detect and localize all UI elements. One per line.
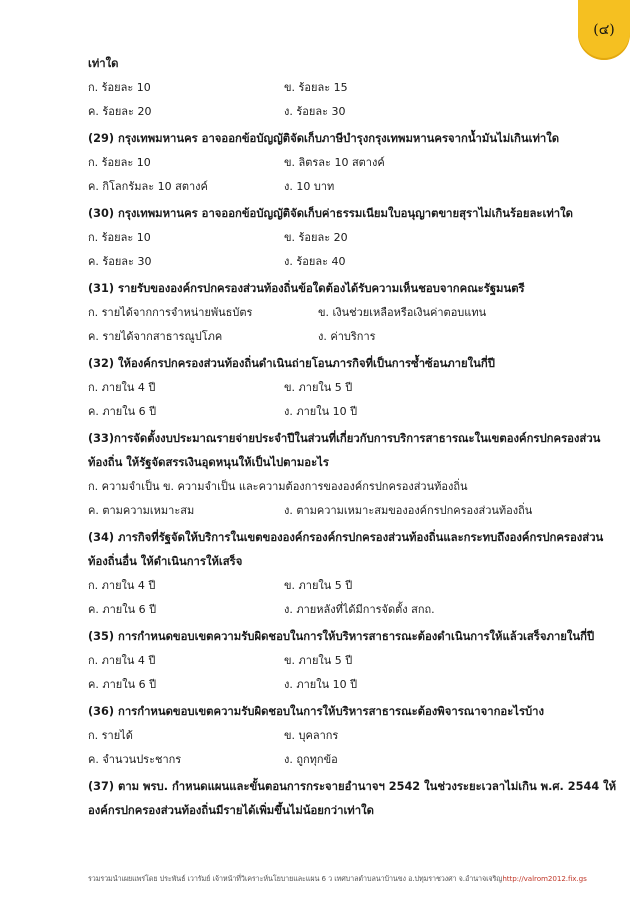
- page-number-badge: [578, 0, 630, 60]
- option-row: [88, 400, 608, 424]
- question-block: [88, 352, 608, 424]
- option-a: ค. ร้อยละ 20: [88, 105, 152, 118]
- option-b: ข. ร้อยละ 20: [284, 231, 348, 244]
- option-row: [88, 499, 608, 523]
- question-text: (32) ให้องค์กรปกครองส่วนท้องถิ่นดำเนินถ่ายโอนภารกิจที่เป็นการซ้ำซ้อนภายในกี่ปี: [88, 357, 495, 370]
- continuation-heading: เท่าใด: [88, 57, 119, 70]
- footer-link[interactable]: http://valrom2012.fix.gs: [502, 874, 587, 883]
- question-text: (37) ตาม พรบ. กำหนดแผนและขั้นตอนการกระจายอำนาจฯ 2542 ในช่วงระยะเวลาไม่เกิน พ.ศ. 2544 ให้: [88, 780, 617, 793]
- option-b: ข. ภายใน 5 ปี: [284, 579, 353, 592]
- option-a: ค. ภายใน 6 ปี: [88, 405, 157, 418]
- question-text: องค์กรปกครองส่วนท้องถิ่นมีรายได้เพิ่มขึ้นไม่น้อยกว่าเท่าใด: [88, 804, 374, 817]
- option-row: [88, 175, 608, 199]
- question-text: (31) รายรับขององค์กรปกครองส่วนท้องถิ่นข้อใดต้องได้รับความเห็นชอบจากคณะรัฐมนตรี: [88, 282, 525, 295]
- option-a: ค. ตามความเหมาะสม: [88, 504, 195, 517]
- option-row: [88, 151, 608, 175]
- option-b: ข. ลิตรละ 10 สตางค์: [284, 156, 385, 169]
- option-row: [88, 76, 608, 100]
- option-a: ก. ภายใน 4 ปี: [88, 654, 156, 667]
- question-list: [88, 127, 617, 823]
- option-row: [88, 301, 608, 325]
- option-a: ค. กิโลกรัมละ 10 สตางค์: [88, 180, 208, 193]
- option-a: ค. จำนวนประชากร: [88, 753, 182, 766]
- option-a: ก. รายได้จากการจำหน่ายพันธบัตร: [88, 306, 253, 319]
- question-text: ท้องถิ่นอื่น ให้ดำเนินการให้เสร็จ: [88, 555, 243, 568]
- option-a: ก. รายได้: [88, 729, 133, 742]
- question-block: [88, 625, 608, 697]
- option-row: [88, 598, 608, 622]
- option-b: ง. ถูกทุกข้อ: [284, 753, 338, 766]
- option-b: ง. ภายใน 10 ปี: [284, 678, 358, 691]
- option-b: ข. บุคลากร: [284, 729, 339, 742]
- option-row: [88, 673, 608, 697]
- option-row: [88, 250, 608, 274]
- option-a: ค. ร้อยละ 30: [88, 255, 152, 268]
- question-text: (36) การกำหนดขอบเขตความรับผิดชอบในการให้บริหารสาธารณะต้องพิจารณาจากอะไรบ้าง: [88, 705, 545, 718]
- question-text: (35) การกำหนดขอบเขตความรับผิดชอบในการให้บริหารสาธารณะต้องดำเนินการให้แล้วเสร็จภายในกี่ปี: [88, 630, 595, 643]
- footer: [88, 874, 608, 885]
- question-text: (34) ภารกิจที่รัฐจัดให้บริการในเขตขององค์กรองค์กรปกครองส่วนท้องถิ่นและกระทบถึงองค์กรปกครองส่วน: [88, 531, 604, 544]
- option-b: ง. ภายใน 10 ปี: [284, 405, 358, 418]
- option-b: ข. ร้อยละ 15: [284, 81, 348, 94]
- question-block: [88, 127, 608, 199]
- question-block: [88, 526, 608, 622]
- option-b: ง. ค่าบริการ: [318, 330, 376, 343]
- question-text: (30) กรุงเทพมหานคร อาจออกข้อบัญญัติจัดเก็บค่าธรรมเนียมใบอนุญาตขายสุราไม่เกินร้อยละเท่าใด: [88, 207, 573, 220]
- option-row: [88, 325, 608, 349]
- question-text: (33)การจัดตั้งงบประมาณรายจ่ายประจำปีในส่วนที่เกี่ยวกับการบริการสาธารณะในเขตองค์กรปกครองส่วน: [88, 432, 601, 445]
- option-b: ข. เงินช่วยเหลือหรือเงินค่าตอบแทน: [318, 306, 487, 319]
- option-a: ก. ร้อยละ 10: [88, 156, 151, 169]
- option-b: ง. ร้อยละ 40: [284, 255, 346, 268]
- question-text: ท้องถิ่น ให้รัฐจัดสรรเงินอุดหนุนให้เป็นไปตามอะไร: [88, 456, 329, 469]
- option-a: ค. รายได้จากสาธารณูปโภค: [88, 330, 223, 343]
- option-a: ค. ภายใน 6 ปี: [88, 678, 157, 691]
- exam-content: [88, 52, 617, 823]
- option-b: ง. ภายหลังที่ได้มีการจัดตั้ง สกถ.: [284, 603, 435, 616]
- option-a: ก. ร้อยละ 10: [88, 81, 151, 94]
- option-row: [88, 724, 608, 748]
- option-a: ก. ความจำเป็น ข. ความจำเป็น และความต้องการขององค์กรปกครองส่วนท้องถิ่น: [88, 480, 468, 493]
- option-a: ก. ภายใน 4 ปี: [88, 381, 156, 394]
- question-block: [88, 775, 617, 823]
- option-b: ง. ตามความเหมาะสมขององค์กรปกครองส่วนท้องถิ่น: [284, 504, 533, 517]
- page-number: (๔): [593, 22, 615, 38]
- option-a: ก. ภายใน 4 ปี: [88, 579, 156, 592]
- option-row: [88, 100, 608, 124]
- question-block: [88, 700, 608, 772]
- question-block: [88, 202, 608, 274]
- continuation-options: [88, 76, 608, 124]
- option-row: [88, 649, 608, 673]
- option-a: ค. ภายใน 6 ปี: [88, 603, 157, 616]
- option-row: [88, 226, 608, 250]
- option-row: [88, 475, 608, 499]
- option-row: [88, 376, 608, 400]
- option-b: ข. ภายใน 5 ปี: [284, 654, 353, 667]
- question-text: (29) กรุงเทพมหานคร อาจออกข้อบัญญัติจัดเก็บภาษีบำรุงกรุงเทพมหานครจากน้ำมันไม่เกินเท่าใด: [88, 132, 560, 145]
- option-a: ก. ร้อยละ 10: [88, 231, 151, 244]
- option-b: ง. 10 บาท: [284, 180, 335, 193]
- option-row: [88, 748, 608, 772]
- option-b: ง. ร้อยละ 30: [284, 105, 346, 118]
- question-block: [88, 427, 608, 523]
- option-b: ข. ภายใน 5 ปี: [284, 381, 353, 394]
- question-block: [88, 277, 608, 349]
- option-row: [88, 574, 608, 598]
- footer-text: รวมรวมนำเผยแพร่โดย ประพันธ์ เวารัมย์ เจ้าหน้าที่วิเคราะห์นโยบายและแผน 6 ว เทศบาลตำบลนาบ้านขง อ.ปทุมราชวงศา จ.อำนาจเจริญ: [88, 874, 503, 883]
